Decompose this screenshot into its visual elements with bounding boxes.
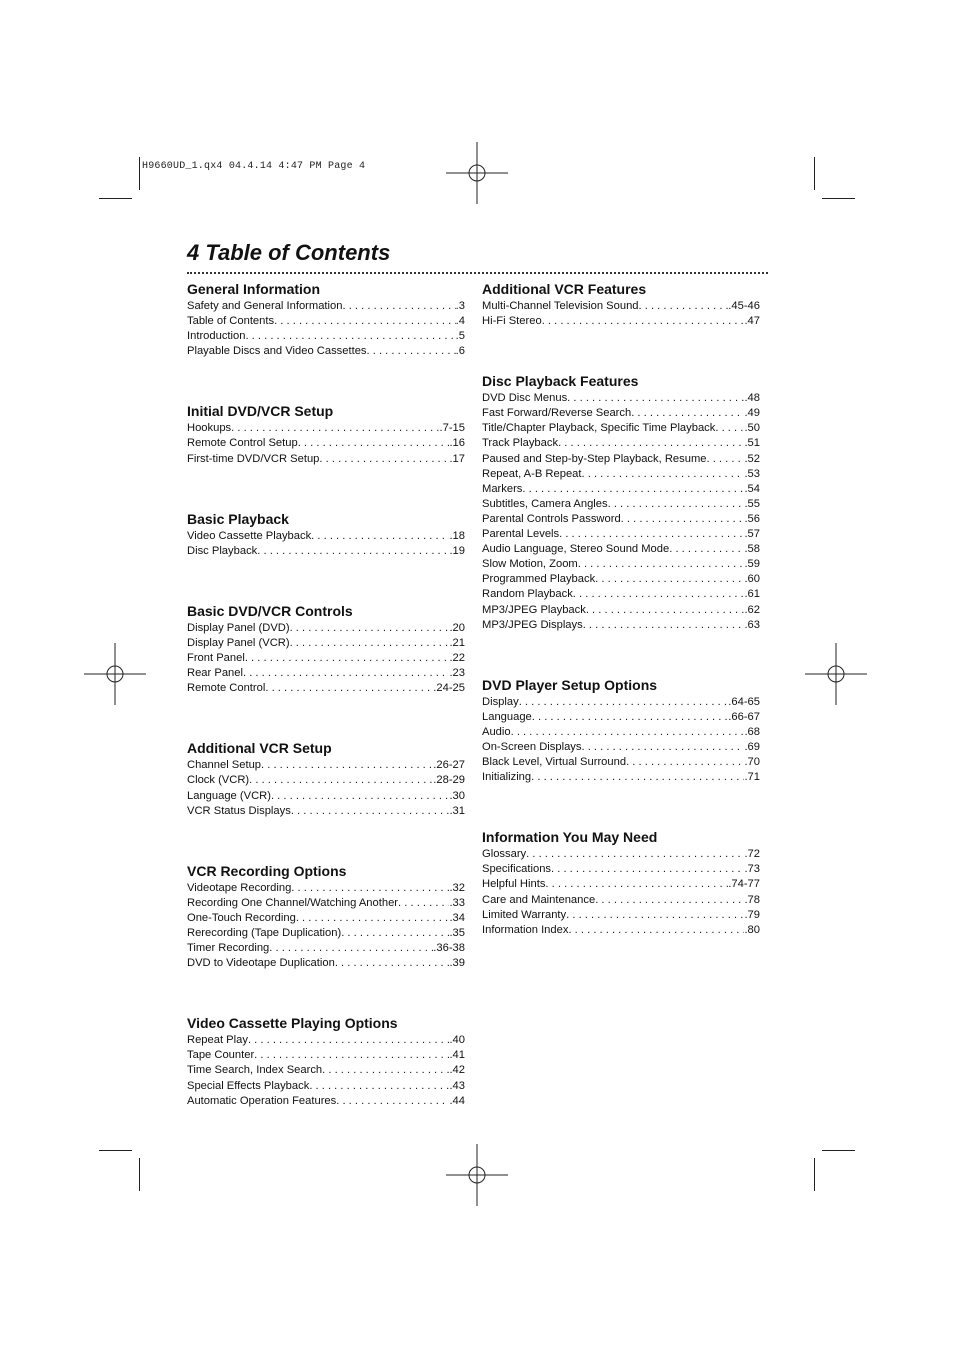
leader-dots xyxy=(257,544,449,559)
toc-entry-page: .71 xyxy=(744,771,760,784)
toc-entry[interactable] xyxy=(482,572,760,587)
leader-dots xyxy=(245,329,455,344)
toc-entry-page: .17 xyxy=(449,452,465,465)
toc-entry[interactable] xyxy=(187,1063,465,1078)
toc-entry-label: Introduction xyxy=(187,330,246,343)
toc-entry-page: .58 xyxy=(744,543,760,556)
toc-entry[interactable] xyxy=(187,651,465,666)
leader-dots xyxy=(707,452,745,467)
leader-dots xyxy=(626,755,744,770)
toc-entry[interactable] xyxy=(187,941,465,956)
leader-dots xyxy=(559,527,744,542)
toc-entry-page: .19 xyxy=(449,544,465,557)
leader-dots xyxy=(545,877,728,892)
toc-entry[interactable] xyxy=(187,789,465,804)
registration-mark-right-icon xyxy=(805,643,867,705)
leader-dots xyxy=(261,758,433,773)
toc-entry[interactable] xyxy=(482,512,760,527)
leader-dots xyxy=(595,893,744,908)
crop-mark-top-left-h xyxy=(99,198,132,199)
section-heading: Basic DVD/VCR Controls xyxy=(187,602,353,619)
leader-dots xyxy=(511,725,745,740)
toc-entry-label: Initializing xyxy=(482,771,532,784)
toc-entry-page: .48 xyxy=(744,392,760,405)
toc-entry-page: .22 xyxy=(449,652,465,665)
section-heading: Basic Playback xyxy=(187,510,289,527)
toc-entry[interactable] xyxy=(187,1079,465,1094)
toc-section-initial-dvd-vcr-setup xyxy=(187,403,465,466)
toc-entry-label: Time Search, Index Search xyxy=(187,1064,323,1077)
toc-entry[interactable] xyxy=(187,344,465,359)
toc-entry[interactable] xyxy=(482,618,760,633)
leader-dots xyxy=(586,603,745,618)
leader-dots xyxy=(526,847,744,862)
toc-entry[interactable] xyxy=(187,881,465,896)
section-heading: Additional VCR Features xyxy=(482,281,647,297)
toc-entry-label: Timer Recording xyxy=(187,942,270,955)
toc-entry-page: .16 xyxy=(449,437,465,450)
toc-entry-label: Multi-Channel Television Sound xyxy=(482,300,639,312)
toc-entry-label: Hookups xyxy=(187,422,232,435)
toc-entry-label: Safety and General Information xyxy=(187,300,343,312)
toc-entry-label: Track Playback xyxy=(482,437,559,450)
leader-dots xyxy=(608,497,745,512)
print-slug: H9660UD_1.qx4 04.4.14 4:47 PM Page 4 xyxy=(142,161,366,172)
crop-mark-bottom-left-h xyxy=(99,1150,132,1151)
toc-entry-label: Slow Motion, Zoom xyxy=(482,558,578,571)
toc-entry-page: .23 xyxy=(449,667,465,680)
toc-entry[interactable] xyxy=(482,557,760,572)
leader-dots xyxy=(595,572,744,587)
toc-entry[interactable] xyxy=(187,911,465,926)
leader-dots xyxy=(265,681,433,696)
toc-entry-label: Tape Counter xyxy=(187,1049,255,1062)
toc-entry-page: .59 xyxy=(744,558,760,571)
toc-entry-label: Black Level, Virtual Surround xyxy=(482,756,627,769)
toc-entry-label: Recording One Channel/Watching Another xyxy=(187,896,399,909)
toc-entry[interactable] xyxy=(482,603,760,618)
toc-entry[interactable] xyxy=(187,926,465,941)
section-heading: VCR Recording Options xyxy=(187,862,347,879)
registration-mark-top-icon xyxy=(446,142,508,204)
toc-entry-label: Fast Forward/Reverse Search xyxy=(482,407,632,420)
leader-dots xyxy=(583,618,745,633)
toc-entry-page: .20 xyxy=(449,621,465,634)
registration-mark-bottom-icon xyxy=(446,1144,508,1206)
toc-entry-page: .18 xyxy=(449,529,465,542)
toc-entry[interactable] xyxy=(187,773,465,788)
toc-entry[interactable] xyxy=(187,421,465,436)
leader-dots xyxy=(542,314,745,329)
leader-dots xyxy=(531,770,744,785)
toc-entry[interactable] xyxy=(187,636,465,651)
leader-dots xyxy=(582,467,745,482)
toc-entry-label: Limited Warranty xyxy=(482,908,567,921)
toc-entry[interactable] xyxy=(482,862,760,877)
toc-entry[interactable] xyxy=(482,391,760,406)
leader-dots xyxy=(290,621,450,636)
toc-entry-label: First-time DVD/VCR Setup xyxy=(187,452,320,465)
toc-entry-label: Front Panel xyxy=(187,652,245,665)
toc-entry[interactable] xyxy=(187,299,465,314)
section-heading: Disc Playback Features xyxy=(482,373,639,390)
toc-entry[interactable] xyxy=(482,710,760,725)
toc-entry[interactable] xyxy=(482,877,760,892)
toc-entry-page: .21 xyxy=(449,636,465,649)
leader-dots xyxy=(631,406,744,421)
toc-entry-page: .33 xyxy=(449,896,465,909)
crop-mark-top-left-v xyxy=(139,157,140,190)
leader-dots xyxy=(245,651,450,666)
toc-entry-page: .35 xyxy=(449,926,465,939)
toc-entry-page: .41 xyxy=(449,1049,465,1062)
toc-entry-page: .52 xyxy=(744,452,760,465)
toc-entry-page: .42 xyxy=(449,1064,465,1077)
leader-dots xyxy=(639,299,729,314)
leader-dots xyxy=(296,911,450,926)
toc-entry-page: .57 xyxy=(744,528,760,541)
toc-entry-page: .68 xyxy=(744,725,760,738)
toc-entry[interactable] xyxy=(482,740,760,755)
toc-entry-label: VCR Status Displays xyxy=(187,804,291,817)
toc-entry-page: .70 xyxy=(744,756,760,769)
toc-entry[interactable] xyxy=(482,436,760,451)
toc-entry-page: .4 xyxy=(455,315,465,328)
leader-dots xyxy=(322,1063,449,1078)
toc-entry-page: .32 xyxy=(449,881,465,894)
leader-dots xyxy=(335,956,450,971)
leader-dots xyxy=(367,344,456,359)
toc-entry-page: .30 xyxy=(449,789,465,802)
toc-entry-label: Random Playback xyxy=(482,588,573,601)
toc-entry[interactable] xyxy=(482,497,760,512)
leader-dots xyxy=(578,557,745,572)
leader-dots xyxy=(243,666,449,681)
toc-entry[interactable] xyxy=(482,770,760,785)
toc-entry[interactable] xyxy=(482,725,760,740)
toc-entry[interactable] xyxy=(482,847,760,862)
toc-section-basic-playback xyxy=(187,511,465,559)
toc-section-information-you-may-need xyxy=(482,829,760,938)
toc-entry-label: MP3/JPEG Displays xyxy=(482,618,583,631)
toc-entry-page: .73 xyxy=(744,863,760,876)
toc-entry-page: .56 xyxy=(744,512,760,525)
toc-entry[interactable] xyxy=(187,1094,465,1109)
toc-entry-page: .78 xyxy=(744,893,760,906)
toc-entry[interactable] xyxy=(482,314,760,329)
toc-section-additional-vcr-setup xyxy=(187,740,465,818)
leader-dots xyxy=(271,789,449,804)
toc-entry[interactable] xyxy=(482,542,760,557)
toc-entry-label: Video Cassette Playback xyxy=(187,529,312,542)
toc-section-additional-vcr-features xyxy=(482,281,760,329)
leader-dots xyxy=(715,421,744,436)
toc-entry-page: .7-15 xyxy=(439,422,465,435)
toc-entry-page: .49 xyxy=(744,407,760,420)
toc-entry-page: .66-67 xyxy=(728,710,760,723)
toc-entry-label: Playable Discs and Video Cassettes xyxy=(187,345,367,358)
toc-entry-label: Programmed Playback xyxy=(482,573,596,586)
leader-dots xyxy=(248,1033,449,1048)
toc-entry-page: .80 xyxy=(744,923,760,936)
crop-mark-top-right-v xyxy=(814,157,815,190)
leader-dots xyxy=(274,314,456,329)
toc-entry-label: Remote Control Setup xyxy=(187,437,298,450)
toc-entry-page: .31 xyxy=(449,804,465,817)
leader-dots xyxy=(311,529,449,544)
leader-dots xyxy=(298,436,450,451)
toc-entry-page: .39 xyxy=(449,957,465,970)
toc-entry[interactable] xyxy=(482,893,760,908)
toc-entry-label: Display Panel (VCR) xyxy=(187,636,290,649)
toc-entry[interactable] xyxy=(187,758,465,773)
toc-entry[interactable] xyxy=(482,587,760,602)
toc-right-column xyxy=(482,281,760,982)
toc-section-disc-playback-features xyxy=(482,373,760,633)
toc-entry-label: Channel Setup xyxy=(187,759,262,772)
toc-entry-label: Table of Contents xyxy=(187,315,275,328)
toc-entry-page: .28-29 xyxy=(433,774,465,787)
toc-entry-label: Care and Maintenance xyxy=(482,893,596,906)
leader-dots xyxy=(669,542,744,557)
toc-section-basic-dvd-vcr-controls xyxy=(187,603,465,696)
toc-section-video-cassette-playing-options xyxy=(187,1015,465,1108)
toc-section-vcr-recording-options xyxy=(187,863,465,972)
toc-entry[interactable] xyxy=(482,406,760,421)
toc-entry-page: .55 xyxy=(744,497,760,510)
section-heading: DVD Player Setup Options xyxy=(482,676,658,693)
section-heading: Information You May Need xyxy=(482,829,658,846)
toc-entry-label: One-Touch Recording xyxy=(187,911,296,924)
toc-entry[interactable] xyxy=(187,1048,465,1063)
section-heading: Initial DVD/VCR Setup xyxy=(187,403,334,420)
toc-entry[interactable] xyxy=(187,544,465,559)
toc-entry[interactable] xyxy=(187,329,465,344)
toc-entry-label: MP3/JPEG Playback xyxy=(482,603,586,616)
toc-entry-label: Audio Language, Stereo Sound Mode xyxy=(482,543,670,556)
toc-entry[interactable] xyxy=(187,681,465,696)
leader-dots xyxy=(567,391,744,406)
toc-entry-page: .62 xyxy=(744,603,760,616)
toc-entry[interactable] xyxy=(482,527,760,542)
toc-entry-label: Audio xyxy=(482,725,511,738)
leader-dots xyxy=(558,436,744,451)
page-title: 4 Table of Contents xyxy=(187,240,391,265)
toc-entry-label: Subtitles, Camera Angles xyxy=(482,497,608,510)
toc-entry-label: Glossary xyxy=(482,848,527,861)
toc-entry-label: Information Index xyxy=(482,923,569,936)
toc-entry-label: Display Panel (DVD) xyxy=(187,621,290,634)
leader-dots xyxy=(342,299,455,314)
toc-section-general-information xyxy=(187,281,465,359)
toc-entry-label: Special Effects Playback xyxy=(187,1079,310,1092)
toc-entry[interactable] xyxy=(187,621,465,636)
toc-entry[interactable] xyxy=(187,956,465,971)
leader-dots xyxy=(249,773,433,788)
toc-entry[interactable] xyxy=(187,896,465,911)
leader-dots xyxy=(309,1079,449,1094)
toc-entry-page: .26-27 xyxy=(433,759,465,772)
toc-entry-page: .60 xyxy=(744,573,760,586)
toc-entry-label: Repeat, A-B Repeat xyxy=(482,467,582,480)
leader-dots xyxy=(291,804,450,819)
toc-entry-page: .63 xyxy=(744,618,760,631)
toc-entry-label: Clock (VCR) xyxy=(187,774,250,787)
toc-entry-page: .5 xyxy=(455,330,465,343)
toc-entry[interactable] xyxy=(482,299,760,314)
toc-entry-page: .51 xyxy=(744,437,760,450)
toc-entry-page: .54 xyxy=(744,482,760,495)
toc-entry-page: .50 xyxy=(744,422,760,435)
leader-dots xyxy=(336,1094,449,1109)
toc-entry[interactable] xyxy=(482,482,760,497)
toc-entry-label: Language (VCR) xyxy=(187,789,271,802)
toc-entry-page: .53 xyxy=(744,467,760,480)
leader-dots xyxy=(291,881,449,896)
toc-entry-label: DVD to Videotape Duplication xyxy=(187,957,335,970)
registration-mark-left-icon xyxy=(84,643,146,705)
toc-entry-label: Automatic Operation Features xyxy=(187,1094,337,1107)
toc-entry[interactable] xyxy=(482,452,760,467)
toc-entry-page: .34 xyxy=(449,911,465,924)
toc-entry[interactable] xyxy=(482,923,760,938)
leader-dots xyxy=(341,926,449,941)
toc-entry-page: .24-25 xyxy=(433,682,465,695)
section-heading: Video Cassette Playing Options xyxy=(187,1015,398,1032)
crop-mark-bottom-right-v xyxy=(814,1158,815,1191)
toc-entry[interactable] xyxy=(187,804,465,819)
toc-entry-label: Markers xyxy=(482,482,523,495)
toc-entry-label: Display xyxy=(482,695,519,708)
toc-entry-label: Paused and Step-by-Step Playback, Resume xyxy=(482,452,707,465)
toc-entry[interactable] xyxy=(187,436,465,451)
leader-dots xyxy=(568,923,744,938)
leader-dots xyxy=(269,941,433,956)
toc-entry-label: Language xyxy=(482,710,532,723)
leader-dots xyxy=(573,587,745,602)
leader-dots xyxy=(254,1048,449,1063)
leader-dots xyxy=(519,695,729,710)
toc-entry-page: .3 xyxy=(455,300,465,312)
toc-entry-page: .61 xyxy=(744,588,760,601)
toc-entry-label: Videotape Recording xyxy=(187,881,292,894)
crop-mark-top-right-h xyxy=(822,198,855,199)
leader-dots xyxy=(231,421,439,436)
leader-dots xyxy=(290,636,450,651)
toc-entry[interactable] xyxy=(187,314,465,329)
toc-entry[interactable] xyxy=(187,666,465,681)
leader-dots xyxy=(532,710,728,725)
toc-entry[interactable] xyxy=(482,908,760,923)
toc-entry[interactable] xyxy=(187,452,465,467)
toc-entry-page: .72 xyxy=(744,848,760,861)
toc-entry-label: DVD Disc Menus xyxy=(482,392,568,405)
toc-entry-page: .6 xyxy=(455,345,465,358)
leader-dots xyxy=(398,896,449,911)
section-heading: Additional VCR Setup xyxy=(187,740,332,757)
toc-entry-label: Helpful Hints xyxy=(482,878,546,891)
toc-entry[interactable] xyxy=(482,755,760,770)
toc-entry-label: Title/Chapter Playback, Specific Time Playback xyxy=(482,422,716,435)
toc-entry-label: Specifications xyxy=(482,863,552,876)
toc-entry-label: Parental Controls Password xyxy=(482,512,621,525)
toc-entry-page: .74-77 xyxy=(728,878,760,891)
toc-entry-label: Parental Levels xyxy=(482,528,560,541)
toc-entry[interactable] xyxy=(482,467,760,482)
toc-entry-page: .36-38 xyxy=(433,942,465,955)
toc-entry-page: .47 xyxy=(744,315,760,328)
toc-entry-label: Hi-Fi Stereo xyxy=(482,315,542,328)
toc-entry-page: .64-65 xyxy=(728,695,760,708)
toc-entry-page: .44 xyxy=(449,1094,465,1107)
leader-dots xyxy=(581,740,744,755)
crop-mark-bottom-right-h xyxy=(822,1150,855,1151)
toc-entry-label: On-Screen Displays xyxy=(482,740,582,753)
leader-dots xyxy=(566,908,744,923)
leader-dots xyxy=(522,482,744,497)
toc-entry-label: Repeat Play xyxy=(187,1034,248,1047)
toc-entry-label: Rear Panel xyxy=(187,667,243,680)
dotted-divider xyxy=(187,272,768,274)
crop-mark-bottom-left-v xyxy=(139,1158,140,1191)
toc-left-column xyxy=(187,281,465,1153)
toc-entry-page: .69 xyxy=(744,740,760,753)
toc-entry-label: Disc Playback xyxy=(187,544,258,557)
toc-section-dvd-player-setup-options xyxy=(482,677,760,786)
toc-entry-label: Rerecording (Tape Duplication) xyxy=(187,926,342,939)
leader-dots xyxy=(319,452,449,467)
toc-entry-page: .45-46 xyxy=(728,300,760,312)
toc-entry[interactable] xyxy=(482,695,760,710)
toc-entry[interactable] xyxy=(482,421,760,436)
toc-entry[interactable] xyxy=(187,529,465,544)
toc-entry-page: .79 xyxy=(744,908,760,921)
leader-dots xyxy=(551,862,744,877)
toc-entry-label: Remote Control xyxy=(187,682,266,695)
section-heading: General Information xyxy=(187,281,321,297)
leader-dots xyxy=(621,512,745,527)
toc-entry-page: .40 xyxy=(449,1034,465,1047)
toc-entry[interactable] xyxy=(187,1033,465,1048)
toc-entry-page: .43 xyxy=(449,1079,465,1092)
